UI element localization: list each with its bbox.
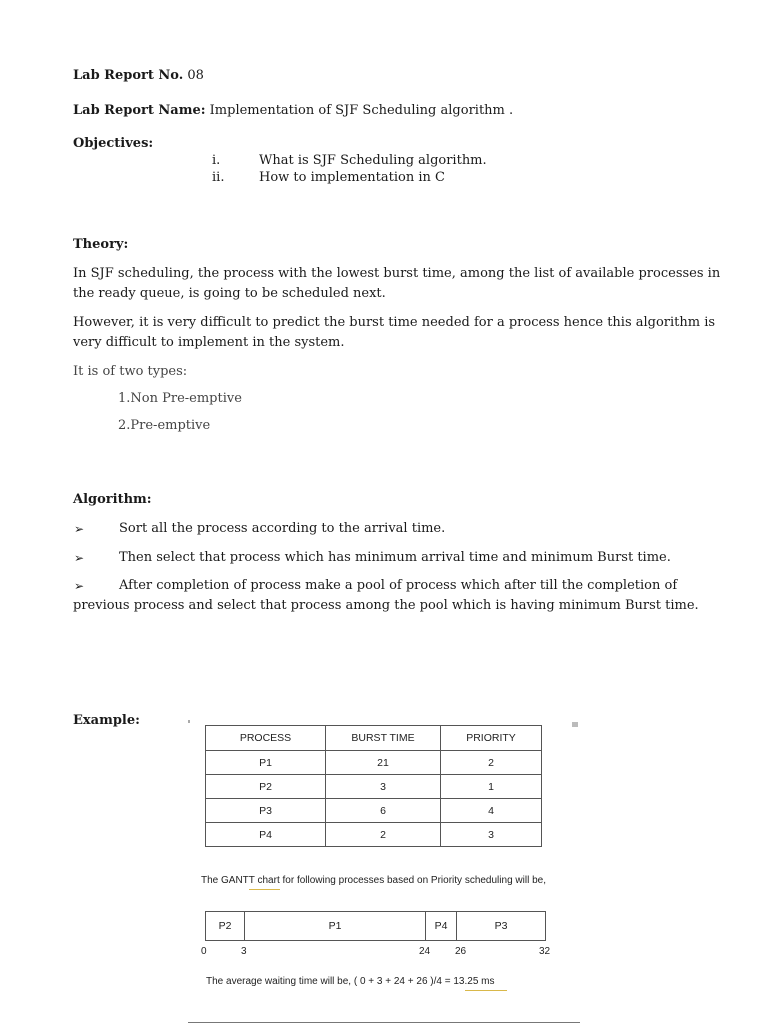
- table-cell: P3: [206, 799, 326, 823]
- table-cell: 2: [441, 751, 542, 775]
- theory-para1-line1: In SJF scheduling, the process with the lowest burst time, among the list of available processes in: [73, 266, 721, 281]
- average-waiting-caption: The average waiting time will be, ( 0 + 3 + 24 + 26 )/4 = 13.25 ms: [206, 976, 495, 987]
- objective-text-1: What is SJF Scheduling algorithm.: [259, 153, 487, 168]
- table-cell: 21: [326, 751, 441, 775]
- report-number-line: [73, 66, 204, 87]
- objective-text-2: How to implementation in C: [259, 170, 445, 185]
- table-cell: 2: [326, 823, 441, 847]
- table-row: [206, 775, 542, 799]
- image-artifact: [572, 722, 578, 727]
- theory-para2-line1: However, it is very difficult to predict the burst time needed for a process hence this algorithm is: [73, 315, 716, 330]
- objectives-heading: Objectives:: [73, 136, 154, 151]
- table-cell: 1: [441, 775, 542, 799]
- table-cell: 6: [326, 799, 441, 823]
- table-cell: 4: [441, 799, 542, 823]
- gantt-block-p2: P2: [205, 911, 245, 941]
- gantt-tick-label: 0: [201, 946, 207, 957]
- column-header: PROCESS: [206, 726, 326, 751]
- table-cell: 3: [441, 823, 542, 847]
- column-header: PRIORITY: [441, 726, 542, 751]
- algorithm-heading: Algorithm:: [73, 492, 152, 507]
- table-cell: P4: [206, 823, 326, 847]
- algorithm-step-3-line2: previous process and select that process among the pool which is having minimum Burst time.: [73, 598, 699, 613]
- arrow-bullet-icon: ➢: [74, 551, 85, 565]
- report-name-line: [73, 101, 513, 122]
- column-header: BURST TIME: [326, 726, 441, 751]
- type-item-2: 2.Pre-emptive: [118, 418, 211, 433]
- report-name-value: Implementation of SJF Scheduling algorithm .: [205, 103, 514, 118]
- gantt-caption: The GANTT chart for following processes based on Priority scheduling will be,: [201, 875, 546, 886]
- table-cell: P1: [206, 751, 326, 775]
- theory-para1-line2: the ready queue, is going to be scheduled next.: [73, 286, 386, 301]
- gantt-block-p1: P1: [244, 911, 426, 941]
- bottom-divider: [188, 1022, 580, 1023]
- report-number-label: Lab Report No.: [73, 68, 184, 83]
- objective-num-2: ii.: [212, 170, 225, 185]
- arrow-bullet-icon: ➢: [74, 579, 85, 593]
- types-intro: It is of two types:: [73, 364, 188, 379]
- objective-num-1: i.: [212, 153, 221, 168]
- table-header-row: [206, 726, 542, 751]
- gantt-block-p4: P4: [425, 911, 457, 941]
- gantt-tick-label: 24: [419, 946, 431, 957]
- example-heading: Example:: [73, 713, 140, 728]
- theory-heading: Theory:: [73, 237, 129, 252]
- gantt-tick-label: 32: [539, 946, 551, 957]
- process-table: [205, 725, 542, 847]
- table-row: [206, 799, 542, 823]
- algorithm-step-1: Sort all the process according to the arrival time.: [119, 521, 446, 536]
- table-row: [206, 823, 542, 847]
- gantt-tick-label: 26: [455, 946, 467, 957]
- algorithm-step-2: Then select that process which has minimum arrival time and minimum Burst time.: [119, 550, 671, 565]
- spellcheck-underline: [249, 889, 280, 890]
- table-cell: 3: [326, 775, 441, 799]
- table-cell: P2: [206, 775, 326, 799]
- gantt-tick-label: 3: [241, 946, 247, 957]
- type-item-1: 1.Non Pre-emptive: [118, 391, 242, 406]
- gantt-block-p3: P3: [456, 911, 546, 941]
- spellcheck-underline: [465, 990, 507, 991]
- image-artifact: [188, 720, 190, 723]
- report-number-value: 08: [183, 68, 204, 83]
- report-name-label: Lab Report Name:: [73, 103, 206, 118]
- arrow-bullet-icon: ➢: [74, 522, 85, 536]
- algorithm-step-3-line1: After completion of process make a pool of process which after till the completion of: [119, 578, 678, 593]
- table-row: [206, 751, 542, 775]
- theory-para2-line2: very difficult to implement in the system.: [73, 335, 345, 350]
